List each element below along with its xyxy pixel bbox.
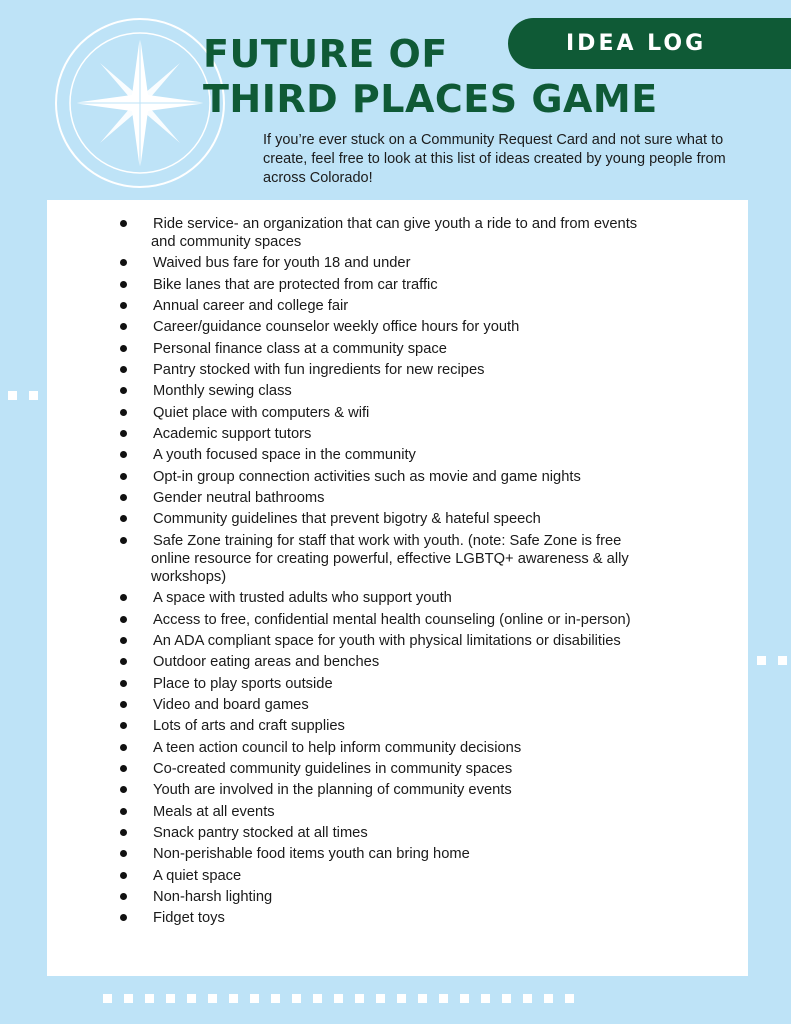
list-item bbox=[47, 340, 748, 358]
decorative-dots-bottom bbox=[103, 994, 574, 1003]
list-item bbox=[47, 297, 748, 315]
list-item bbox=[47, 845, 748, 863]
list-item-text: Meals at all events bbox=[153, 803, 275, 820]
list-item bbox=[47, 675, 748, 693]
list-item-text: Personal finance class at a community space bbox=[153, 340, 447, 357]
decorative-dots-left bbox=[8, 391, 38, 400]
list-item-text: Career/guidance counselor weekly office hours for youth bbox=[153, 319, 520, 336]
list-item-text: Non-harsh lighting bbox=[153, 888, 273, 905]
bullet-icon bbox=[120, 744, 127, 751]
ideas-card bbox=[47, 200, 748, 976]
list-item bbox=[47, 888, 748, 906]
bullet-icon bbox=[120, 616, 127, 623]
list-item-text: Co-created community guidelines in community spaces bbox=[153, 760, 513, 777]
bullet-icon bbox=[120, 430, 127, 437]
list-item bbox=[47, 803, 748, 821]
list-item-text: Youth are involved in the planning of community events bbox=[153, 782, 512, 799]
list-item bbox=[47, 760, 748, 778]
list-item-text: Safe Zone training for staff that work with youth. (note: Safe Zone is free online resource for creating powerful, effective LGBTQ+ awareness & ally workshops) bbox=[151, 532, 629, 585]
list-item bbox=[47, 696, 748, 714]
intro-text: If you’re ever stuck on a Community Request Card and not sure what to create, feel free to look at this list of ideas created by young people from across Colorado! bbox=[263, 132, 726, 186]
list-item bbox=[47, 468, 748, 486]
idea-log-badge: IDEA LOG bbox=[508, 18, 791, 69]
bullet-icon bbox=[120, 323, 127, 330]
bullet-icon bbox=[120, 808, 127, 815]
list-item bbox=[47, 867, 748, 885]
bullet-icon bbox=[120, 594, 127, 601]
list-item bbox=[47, 717, 748, 735]
list-item-text: Bike lanes that are protected from car traffic bbox=[153, 276, 438, 293]
list-item bbox=[47, 446, 748, 464]
bullet-icon bbox=[120, 872, 127, 879]
list-item bbox=[47, 739, 748, 757]
title-line-2: THIRD PLACES GAME bbox=[203, 77, 658, 121]
list-item bbox=[47, 318, 748, 336]
bullet-icon bbox=[120, 473, 127, 480]
bullet-icon bbox=[120, 893, 127, 900]
list-item-text: An ADA compliant space for youth with physical limitations or disabilities bbox=[153, 632, 621, 649]
bullet-icon bbox=[120, 765, 127, 772]
list-item-text: Community guidelines that prevent bigotry & hateful speech bbox=[153, 511, 541, 528]
list-item bbox=[47, 425, 748, 443]
list-item-text: Video and board games bbox=[153, 696, 309, 713]
list-item-text: Place to play sports outside bbox=[153, 675, 333, 692]
list-item bbox=[47, 254, 748, 272]
decorative-dots-right bbox=[757, 656, 787, 665]
list-item bbox=[47, 510, 748, 528]
list-item bbox=[47, 215, 748, 251]
list-item bbox=[47, 909, 748, 927]
list-item-text: Annual career and college fair bbox=[153, 298, 349, 315]
list-item-text: Fidget toys bbox=[153, 910, 225, 927]
list-item-text: A teen action council to help inform community decisions bbox=[153, 739, 522, 756]
list-item bbox=[47, 382, 748, 400]
bullet-icon bbox=[120, 259, 127, 266]
list-item bbox=[47, 824, 748, 842]
list-item-text: Ride service- an organization that can give youth a ride to and from events and community spaces bbox=[151, 216, 638, 250]
bullet-icon bbox=[120, 366, 127, 373]
ideas-list bbox=[47, 215, 748, 931]
list-item-text: Gender neutral bathrooms bbox=[153, 490, 325, 507]
bullet-icon bbox=[120, 680, 127, 687]
list-item bbox=[47, 404, 748, 422]
list-item-text: Quiet place with computers & wifi bbox=[153, 404, 370, 421]
list-item-text: Snack pantry stocked at all times bbox=[153, 824, 368, 841]
list-item bbox=[47, 653, 748, 671]
bullet-icon bbox=[120, 494, 127, 501]
list-item-text: A quiet space bbox=[153, 867, 242, 884]
bullet-icon bbox=[120, 786, 127, 793]
list-item bbox=[47, 532, 748, 586]
bullet-icon bbox=[120, 701, 127, 708]
list-item bbox=[47, 276, 748, 294]
bullet-icon bbox=[120, 281, 127, 288]
bullet-icon bbox=[120, 850, 127, 857]
list-item-text: A youth focused space in the community bbox=[153, 447, 416, 464]
bullet-icon bbox=[120, 722, 127, 729]
list-item-text: Non-perishable food items youth can bring home bbox=[153, 846, 470, 863]
list-item-text: Access to free, confidential mental health counseling (online or in-person) bbox=[153, 611, 631, 628]
bullet-icon bbox=[120, 637, 127, 644]
list-item-text: Pantry stocked with fun ingredients for new recipes bbox=[153, 362, 485, 379]
bullet-icon bbox=[120, 387, 127, 394]
list-item bbox=[47, 589, 748, 607]
list-item bbox=[47, 489, 748, 507]
bullet-icon bbox=[120, 220, 127, 227]
list-item bbox=[47, 781, 748, 799]
list-item-text: Waived bus fare for youth 18 and under bbox=[153, 255, 411, 272]
bullet-icon bbox=[120, 829, 127, 836]
bullet-icon bbox=[120, 302, 127, 309]
list-item-text: Monthly sewing class bbox=[153, 383, 292, 400]
bullet-icon bbox=[120, 914, 127, 921]
list-item-text: Opt-in group connection activities such as movie and game nights bbox=[153, 468, 581, 485]
bullet-icon bbox=[120, 409, 127, 416]
bullet-icon bbox=[120, 515, 127, 522]
list-item bbox=[47, 632, 748, 650]
bullet-icon bbox=[120, 537, 127, 544]
list-item-text: Lots of arts and craft supplies bbox=[153, 718, 345, 735]
bullet-icon bbox=[120, 451, 127, 458]
list-item bbox=[47, 611, 748, 629]
list-item-text: Academic support tutors bbox=[153, 426, 312, 443]
list-item-text: A space with trusted adults who support youth bbox=[153, 590, 452, 607]
list-item bbox=[47, 361, 748, 379]
bullet-icon bbox=[120, 658, 127, 665]
bullet-icon bbox=[120, 345, 127, 352]
list-item-text: Outdoor eating areas and benches bbox=[153, 654, 380, 671]
title-line-1: FUTURE OF bbox=[203, 32, 448, 76]
